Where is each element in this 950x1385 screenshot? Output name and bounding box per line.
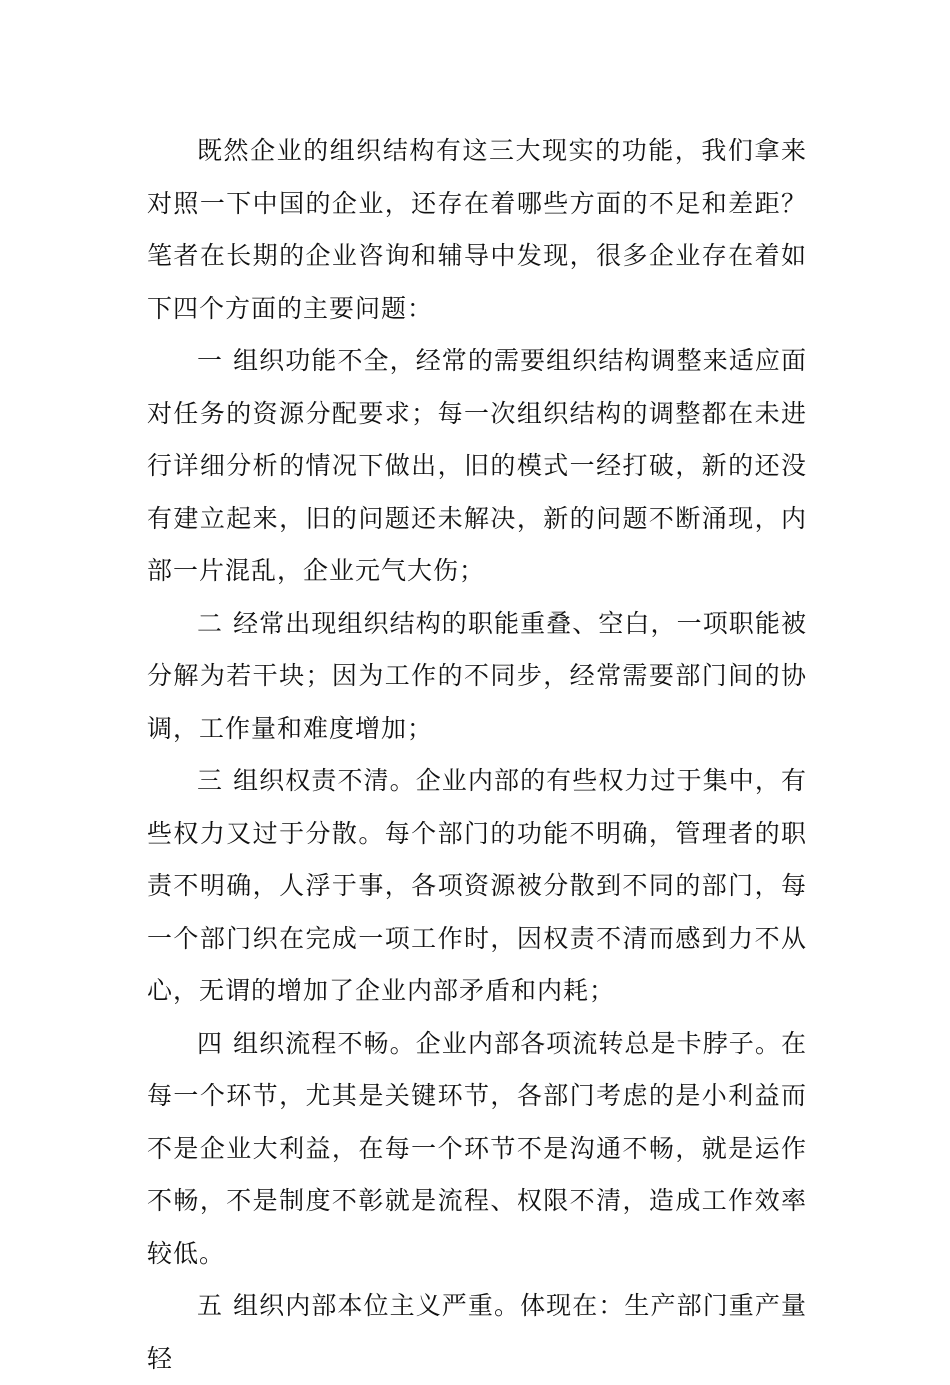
- paragraph-text: 经常出现组织结构的职能重叠、空白，一项职能被分解为若干块；因为工作的不同步，经常需要部门间的协调，工作量和难度增加；: [147, 608, 807, 743]
- paragraph-text: 组织权责不清。企业内部的有些权力过于集中，有些权力又过于分散。每个部门的功能不明确，管理者的职责不明确，人浮于事，各项资源被分散到不同的部门，每一个部门织在完成一项工作时，因权责不清而感到力不从心，无谓的增加了企业内部矛盾和内耗；: [147, 766, 807, 1005]
- paragraph-issue-3: [147, 755, 807, 1018]
- paragraph-text: 组织功能不全，经常的需要组织结构调整来适应面对任务的资源分配要求；每一次组织结构的调整都在未进行详细分析的情况下做出，旧的模式一经打破，新的还没有建立起来，旧的问题还未解决，新的问题不断涌现，内部一片混乱，企业元气大伤；: [147, 346, 807, 585]
- document-body: [147, 125, 807, 1385]
- paragraph-number: 四: [197, 1028, 224, 1058]
- paragraph-intro: [147, 125, 807, 335]
- paragraph-number: 二: [197, 608, 224, 638]
- paragraph-issue-2: [147, 598, 807, 756]
- paragraph-issue-5: [147, 1280, 807, 1385]
- paragraph-number: 三: [197, 766, 224, 795]
- paragraph-text: 组织内部本位主义严重。体现在：生产部门重产量轻: [147, 1291, 807, 1373]
- paragraph-text: 既然企业的组织结构有这三大现实的功能，我们拿来对照一下中国的企业，还存在着哪些方面的不足和差距？笔者在长期的企业咨询和辅导中发现，很多企业存在着如下四个方面的主要问题：: [147, 136, 807, 323]
- paragraph-number: 一: [197, 346, 224, 375]
- paragraph-issue-1: [147, 335, 807, 598]
- paragraph-issue-4: [147, 1018, 807, 1281]
- paragraph-text: 组织流程不畅。企业内部各项流转总是卡脖子。在每一个环节，尤其是关键环节，各部门考虑的是小利益而不是企业大利益，在每一个环节不是沟通不畅，就是运作不畅，不是制度不彰就是流程、权限不清，造成工作效率较低。: [147, 1028, 807, 1268]
- paragraph-number: 五: [197, 1291, 224, 1320]
